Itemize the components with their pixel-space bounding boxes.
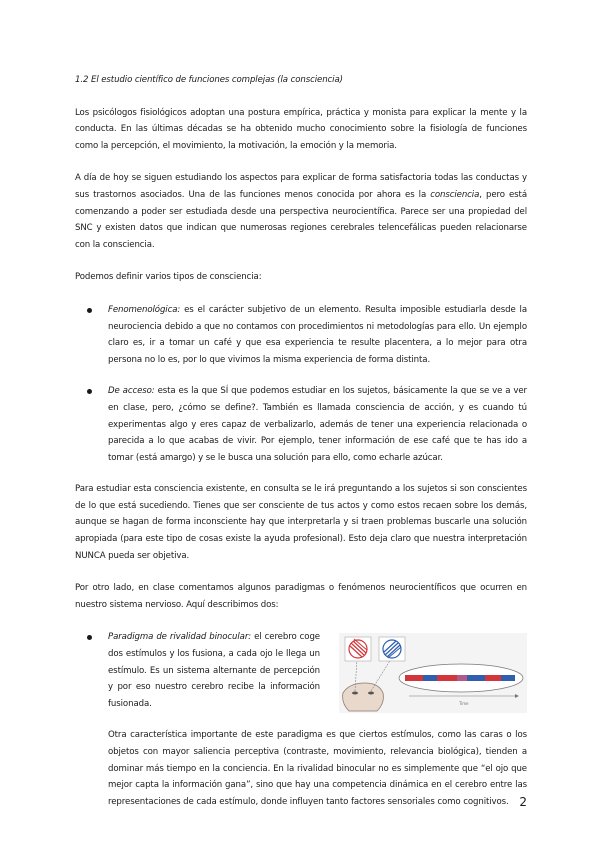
bullet-dot-icon [87, 635, 92, 640]
bullet-term: Fenomenológica: [108, 304, 181, 315]
left-eye-icon [352, 692, 358, 695]
paragraph-4: Para estudiar esta consciencia existente, en consulta se le irá preguntando a los sujetos si son conscientes de lo que está sucediendo. Tienes que ser consciente de tus actos y como estos recaen sobre los demás, aunque se hagan de forma inconsciente hay que interpretarla y si traen problemas buscarle una solución apropiada (para este tipo de cosas existe la ayuda profesional). Esto deja claro que nuestra interpretación NUNCA pueda ser objetiva. [75, 484, 527, 561]
bullet-text: el cerebro coge dos estímulos y los fusiona, a cada ojo le llega un estímulo. Es un sistema alternante de percepción y por eso nuestro cerebro recibe la información fusionada. [108, 632, 320, 709]
bullet-term: De acceso: [108, 386, 155, 397]
binocular-rivalry-illustration [339, 633, 527, 713]
bullet-item-with-figure [75, 629, 527, 712]
paragraph-2-emphasis: consciencia [430, 189, 480, 200]
bullet-term: Paradigma de rivalidad binocular: [108, 632, 252, 643]
paragraph-1: Los psicólogos fisiológicos adoptan una postura empírica, práctica y monista para explicar la mente y la conducta. En las últimas décadas se ha obtenido mucho conocimiento sobre la fisiología de funciones como la percepción, el movimiento, la motivación, la emoción y la memoria. [75, 107, 527, 151]
right-eye-icon [368, 692, 374, 695]
paragraph-2 [75, 170, 527, 253]
paragraph-6: Otra característica importante de este paradigma es que ciertos estímulos, como las caras o los objetos con mayor saliencia perceptiva (contraste, movimiento, relevancia biológica), tienden a dominar más tiempo en la conciencia. En la rivalidad binocular no es simplemente que “el ojo que mejor capta la información gana”, sino que hay una competencia dinámica en el cerebro entre las representaciones de cada estímulo, donde influyen tanto factores sensoriales como cognitivos. [108, 730, 527, 807]
face-illustration [343, 683, 384, 711]
paragraph-5: Por otro lado, en clase comentamos algunos paradigmas o fenómenos neurocientíficos que ocurren en nuestro sistema nervioso. Aquí describimos dos: [75, 583, 527, 610]
blue-stimulus-icon [379, 637, 405, 661]
red-stimulus-icon [345, 637, 371, 661]
section-heading: 1.2 El estudio científico de funciones complejas (la consciencia) [75, 75, 343, 85]
bullet-item [75, 383, 527, 466]
bullet-text: es el carácter subjetivo de un elemento. Resulta imposible estudiarla desde la neurociencia debido a que no contamos con procedimientos ni metodologías para ello. Un ejemplo claro es, ir a tomar un café y que esa experiencia te resulte placentera, a lo mejor para otra persona no lo es, por lo que vivimos la misma experiencia de forma distinta. [108, 304, 527, 365]
paragraph-2-text-b: , pero está comenzando a poder ser estudiada desde una perspectiva neurocientífica. Parece ser una propiedad del SNC y existen datos que indican que numerosas regiones cerebrales telencefálicas pueden relacionarse con la consciencia. [75, 189, 527, 250]
bullet-dot-icon [87, 389, 92, 394]
page-number: 2 [519, 795, 527, 809]
bullet-dot-icon [87, 308, 92, 313]
binocular-rivalry-figure [339, 633, 527, 713]
paragraph-3: Podemos definir varios tipos de consciencia: [75, 272, 262, 283]
bullet-text: esta es la que SÍ que podemos estudiar en los sujetos, básicamente la que se ve a ver en clase, pero, ¿cómo se define?. También es llamada consciencia de acción, y es cuando tú experimentas algo y eres capaz de verbalizarlo, además de tener una experiencia relacionada o parecida a lo que acabas de vivir. Por ejemplo, tener información de ese café que te has ido a tomar (está amargo) y se le busca una solución para ello, como echarle azúcar. [108, 386, 527, 463]
time-axis-label: Time [459, 701, 469, 707]
paragraph-2-text-a: A día de hoy se siguen estudiando los aspectos para explicar de forma satisfactoria todas las conductas y sus trastornos asociados. Una de las funciones menos conocida por ahora es la [75, 173, 527, 200]
bullet-item [75, 302, 527, 368]
page-content [75, 72, 527, 810]
bullet-text-block [108, 629, 320, 712]
